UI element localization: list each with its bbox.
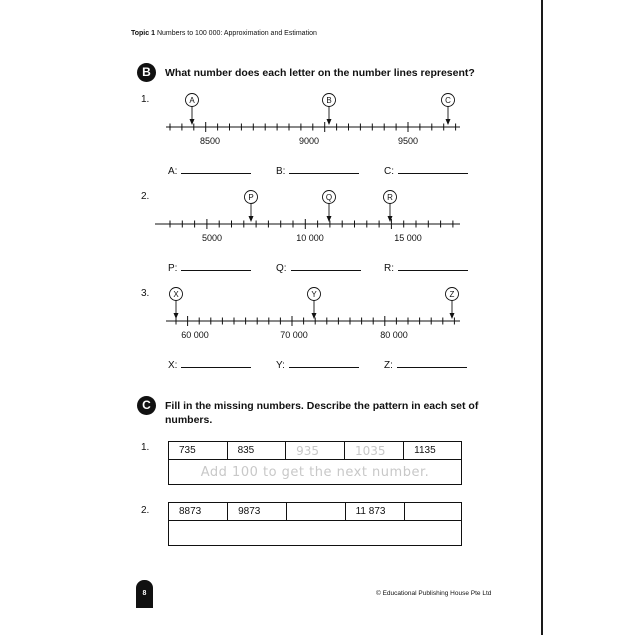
- marker-letter: C: [445, 96, 451, 105]
- pattern-description[interactable]: [169, 521, 462, 546]
- answer-x-blank[interactable]: [181, 357, 251, 368]
- answer-r: [384, 260, 468, 274]
- table-row: [169, 503, 462, 521]
- marker-letter: A: [189, 96, 195, 105]
- marker-arrow-head: [249, 216, 254, 222]
- section-c-title: [165, 399, 478, 427]
- marker-letter: P: [248, 193, 254, 202]
- sequence-cell: 1135: [404, 442, 462, 460]
- sequence-cell-answer[interactable]: [404, 503, 461, 521]
- answer-q: [276, 260, 361, 274]
- answer-p: [168, 260, 251, 274]
- answer-r-label: R:: [384, 263, 394, 274]
- answer-q-label: Q:: [276, 263, 287, 274]
- answer-a-blank[interactable]: [181, 163, 251, 174]
- sequence-cell: 8873: [169, 503, 228, 521]
- number-line-tick-label: 9500: [397, 136, 419, 146]
- question-c2-number: 2.: [141, 505, 150, 516]
- table-row: [169, 460, 462, 485]
- question-b1-number: 1.: [141, 94, 150, 105]
- marker-letter: Q: [325, 193, 333, 202]
- sequence-cell: 735: [169, 442, 228, 460]
- marker-arrow-head: [446, 119, 451, 125]
- answer-a-label: A:: [168, 166, 178, 177]
- topic-title: Numbers to 100 000: Approximation and Estimation: [156, 30, 317, 37]
- marker-letter: Z: [449, 290, 455, 299]
- sequence-cell-answer[interactable]: 1035: [344, 442, 403, 460]
- answer-b-blank[interactable]: [289, 163, 359, 174]
- section-c-title-line2: numbers.: [165, 414, 213, 426]
- marker-arrow-head: [312, 313, 317, 319]
- sequence-cell-answer[interactable]: 935: [286, 442, 345, 460]
- page-number-tab: 8: [136, 580, 153, 608]
- answer-p-blank[interactable]: [181, 260, 251, 271]
- marker-letter: R: [387, 193, 393, 202]
- answer-r-blank[interactable]: [398, 260, 468, 271]
- section-b-badge: B: [137, 63, 156, 82]
- answer-p-label: P:: [168, 263, 178, 274]
- sequence-cell: 835: [227, 442, 286, 460]
- section-c-title-line1: Fill in the missing numbers. Describe the pattern in each set of: [165, 400, 479, 412]
- marker-arrow-head: [174, 313, 179, 319]
- answer-q-blank[interactable]: [291, 260, 361, 271]
- marker-letter: B: [326, 96, 332, 105]
- number-line-tick-label: 80 000: [380, 330, 408, 340]
- answer-b-label: B:: [276, 166, 286, 177]
- number-line-tick-label: 15 000: [394, 233, 422, 243]
- answer-c-label: C:: [384, 166, 394, 177]
- number-line-tick-label: 8500: [199, 136, 221, 146]
- sequence-cell-answer[interactable]: [287, 503, 345, 521]
- question-b3-number: 3.: [141, 288, 150, 299]
- question-c1-number: 1.: [141, 442, 150, 453]
- number-line-tick-label: 70 000: [280, 330, 308, 340]
- section-c-badge: C: [137, 396, 156, 415]
- marker-letter: Y: [311, 290, 317, 299]
- marker-letter: X: [173, 290, 179, 299]
- answer-y-label: Y:: [276, 360, 285, 371]
- sequence-table-2: [168, 502, 462, 546]
- number-line-tick-label: 10 000: [296, 233, 324, 243]
- answer-z: [384, 357, 467, 371]
- marker-arrow-head: [327, 216, 332, 222]
- answer-x: [168, 357, 251, 371]
- answer-z-label: Z:: [384, 360, 393, 371]
- table-row: [169, 442, 462, 460]
- table-row: [169, 521, 462, 546]
- copyright-footer: © Educational Publishing House Pte Ltd: [376, 590, 492, 597]
- answer-x-label: X:: [168, 360, 178, 371]
- answer-c: [384, 163, 468, 177]
- marker-arrow-head: [327, 119, 332, 125]
- answer-b: [276, 163, 359, 177]
- number-line-tick-label: 9000: [298, 136, 320, 146]
- answer-a: [168, 163, 251, 177]
- topic-label: Topic 1: [131, 30, 155, 37]
- answer-z-blank[interactable]: [397, 357, 467, 368]
- question-b2-number: 2.: [141, 191, 150, 202]
- answer-y: [276, 357, 359, 371]
- answer-c-blank[interactable]: [398, 163, 468, 174]
- sequence-cell: 9873: [228, 503, 287, 521]
- pattern-description[interactable]: Add 100 to get the next number.: [169, 460, 462, 485]
- section-b-title: What number does each letter on the number lines represent?: [165, 67, 475, 79]
- number-line-tick-label: 5000: [201, 233, 223, 243]
- number-line-tick-label: 60 000: [181, 330, 209, 340]
- answer-y-blank[interactable]: [289, 357, 359, 368]
- sequence-table-1: [168, 441, 462, 485]
- sequence-cell: 11 873: [345, 503, 404, 521]
- marker-arrow-head: [450, 313, 455, 319]
